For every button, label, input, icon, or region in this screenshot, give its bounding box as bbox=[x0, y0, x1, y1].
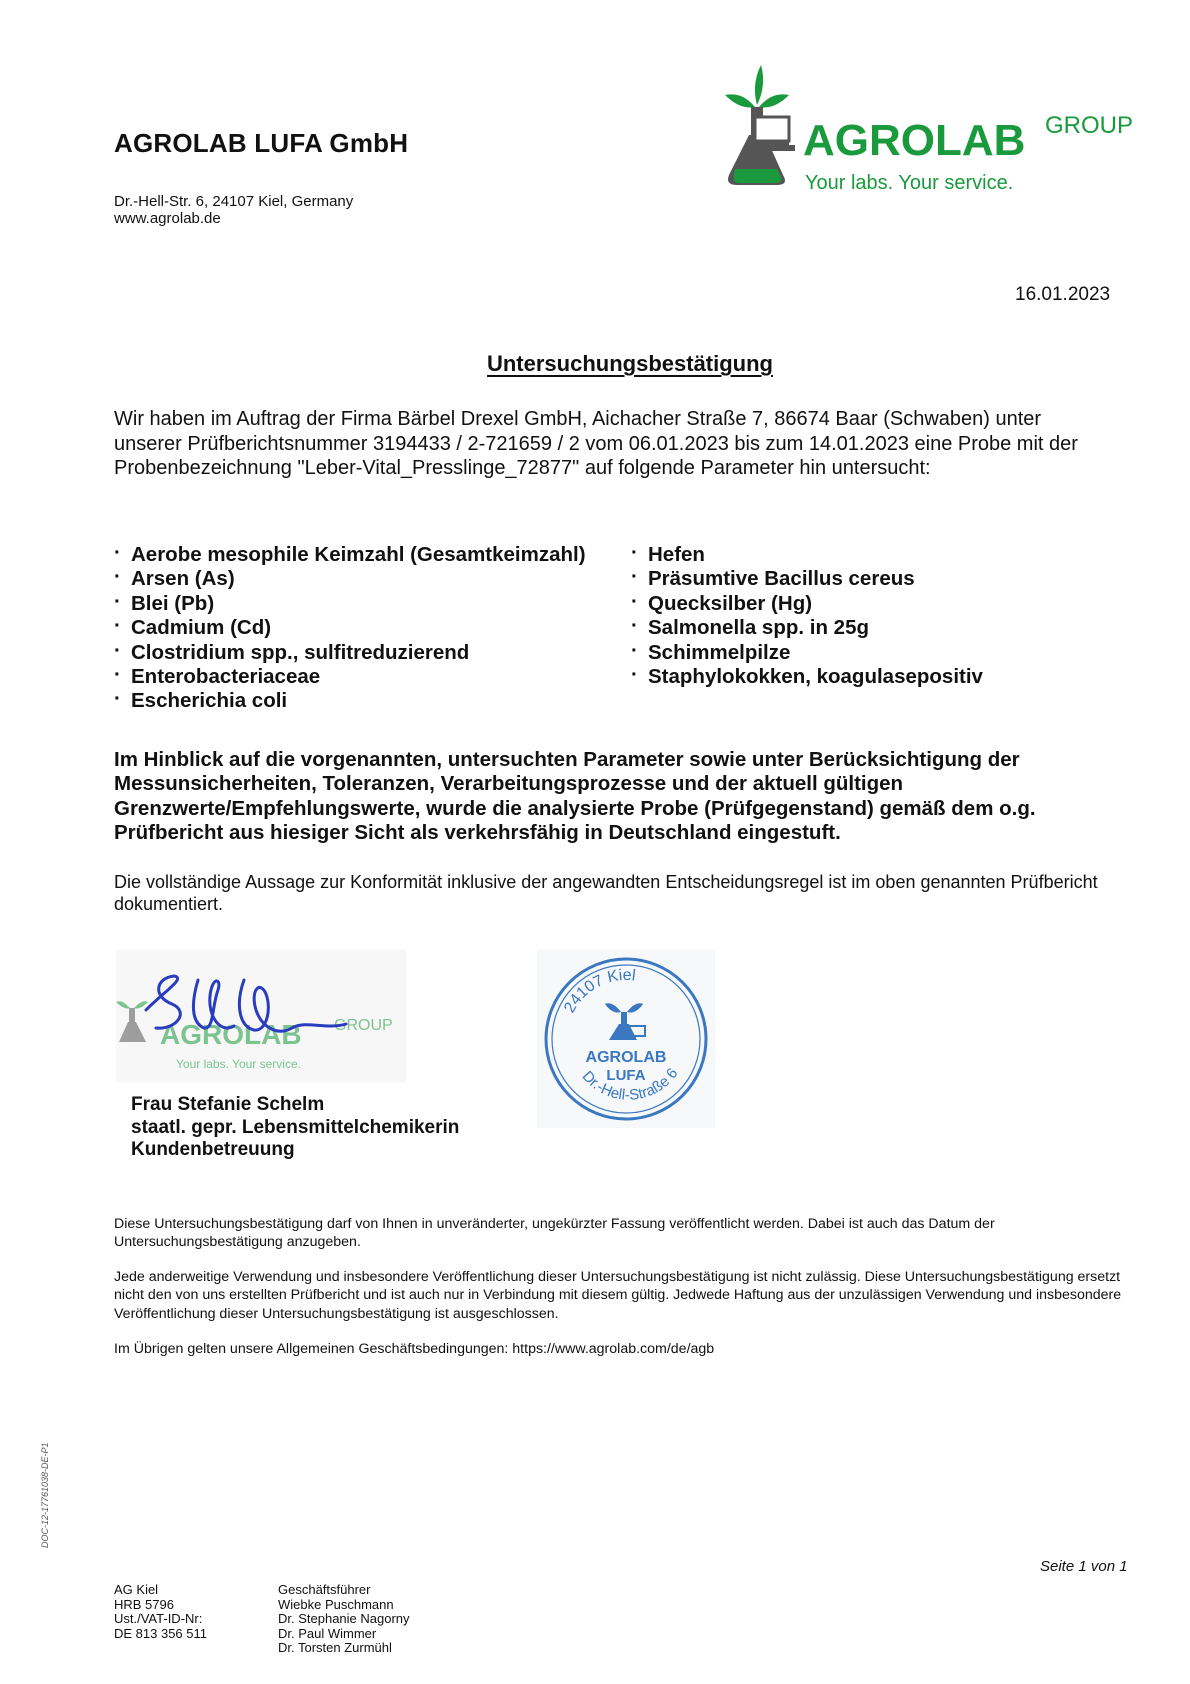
document-id: DOC-12-17761038-DE-P1 bbox=[40, 1442, 50, 1548]
list-item: · Quecksilber (Hg) bbox=[631, 592, 983, 616]
parameter-column-right bbox=[631, 543, 983, 689]
logo-group: GROUP bbox=[1045, 112, 1134, 139]
logo-flask-icon bbox=[725, 65, 795, 185]
company-website: www.agrolab.de bbox=[114, 210, 221, 227]
conformity-note: Die vollständige Aussage zur Konformität inklusive der angewandten Entscheidungsregel ist im oben genannten Prüfbericht dokumentiert. bbox=[114, 872, 1098, 914]
list-item: · Escherichia coli bbox=[114, 689, 586, 713]
logo-wordmark: AGROLAB bbox=[803, 116, 1026, 165]
footer-line: HRB 5796 bbox=[114, 1596, 174, 1612]
address-street: Dr.-Hell-Str. 6, 24107 Kiel, Germany bbox=[114, 193, 354, 210]
signer-name: Frau Stefanie Schelm bbox=[131, 1094, 325, 1115]
signature-logo-tagline: Your labs. Your service. bbox=[176, 1057, 301, 1071]
footer-line: Dr. Paul Wimmer bbox=[278, 1625, 377, 1641]
footer-line: AG Kiel bbox=[114, 1582, 159, 1597]
footer-line: DE 813 356 511 bbox=[114, 1625, 207, 1641]
stamp-flask-icon bbox=[605, 1003, 645, 1040]
list-item: · Clostridium spp., sulfitreduzierend bbox=[114, 641, 586, 665]
signature-logo-wordmark: AGROLAB bbox=[160, 1019, 302, 1050]
page-number: Seite 1 von 1 bbox=[1040, 1558, 1128, 1575]
legal-note-publication: Diese Untersuchungsbestätigung darf von Ihnen in unveränderter, ungekürzter Fassung veröffentlicht werden. Dabei ist auch das Datum der Untersuchungsbestätigung anzugeben. bbox=[114, 1216, 995, 1251]
logo-tagline: Your labs. Your service. bbox=[805, 172, 1014, 194]
list-item: · Aerobe mesophile Keimzahl (Gesamtkeimzahl) bbox=[114, 543, 586, 567]
signature-logo-group: GROUP bbox=[334, 1017, 393, 1034]
stamp-line1: AGROLAB bbox=[585, 1049, 667, 1066]
footer-management bbox=[278, 1583, 410, 1656]
stamp-bottom-text: Dr.-Hell-Straße 6 bbox=[578, 1065, 682, 1104]
signature-image bbox=[116, 950, 406, 1082]
list-item: · Blei (Pb) bbox=[114, 592, 586, 616]
footer-line: Ust./VAT-ID-Nr: bbox=[114, 1611, 203, 1626]
list-item: · Hefen bbox=[631, 543, 983, 567]
footer-line: Geschäftsführer bbox=[278, 1582, 371, 1597]
stamp-line2: LUFA bbox=[606, 1067, 646, 1084]
signer-department: Kundenbetreuung bbox=[131, 1139, 295, 1160]
list-item: · Arsen (As) bbox=[114, 567, 586, 591]
list-item: · Enterobacteriaceae bbox=[114, 665, 586, 689]
stamp-image bbox=[537, 950, 715, 1128]
list-item: · Staphylokokken, koagulasepositiv bbox=[631, 665, 983, 689]
list-item: · Salmonella spp. in 25g bbox=[631, 616, 983, 640]
stamp-top-text: 24107 Kiel bbox=[561, 966, 637, 1016]
svg-text:24107 Kiel bbox=[561, 967, 636, 1016]
list-item: · Schimmelpilze bbox=[631, 641, 983, 665]
list-item: · Cadmium (Cd) bbox=[114, 616, 586, 640]
footer-line: Dr. Stephanie Nagorny bbox=[278, 1611, 410, 1626]
list-item: · Präsumtive Bacillus cereus bbox=[631, 567, 983, 591]
document-title: Untersuchungsbestätigung bbox=[486, 351, 773, 376]
intro-paragraph: Wir haben im Auftrag der Firma Bärbel Drexel GmbH, Aichacher Straße 7, 86674 Baar (Schwaben) unter unserer Prüfberichtsnummer 3194433 / 2-721659 / 2 vom 06.01.2023 bis zum 14.01.2023 eine Probe mit der Probenbezeichnung "Leber-Vital_Presslinge_72877" auf folgende Parameter hin untersucht: bbox=[114, 408, 1078, 479]
footer-line: Wiebke Puschmann bbox=[278, 1596, 394, 1612]
company-address bbox=[114, 193, 353, 227]
parameter-column-left bbox=[114, 543, 586, 714]
footer-registry bbox=[114, 1583, 207, 1641]
legal-note-usage: Jede anderweitige Verwendung und insbesondere Veröffentlichung dieser Untersuchungsbestätigung ist nicht zulässig. Diese Untersuchungsbestätigung ersetzt nicht den von uns erstellten Prüfbericht und ist auch nur in Verbindung mit diesem gültig. Jedwede Haftung aus der unzulässigen Verwendung und insbesondere Veröffentlichung dieser Untersuchungsbestätigung ist ausgeschlossen. bbox=[114, 1269, 1122, 1322]
signer-role: staatl. gepr. Lebensmittelchemikerin bbox=[131, 1116, 460, 1138]
legal-note-terms: Im Übrigen gelten unsere Allgemeinen Geschäftsbedingungen: https://www.agrolab.com/de/agb bbox=[114, 1341, 715, 1357]
document-date: 16.01.2023 bbox=[1015, 284, 1111, 305]
agrolab-logo bbox=[725, 65, 1135, 205]
company-name: AGROLAB LUFA GmbH bbox=[114, 128, 409, 158]
verdict-paragraph: Im Hinblick auf die vorgenannten, untersuchten Parameter sowie unter Berücksichtigung der Messunsicherheiten, Toleranzen, Verarbeitungsprozesse und der aktuell gültigen Grenzwerte/Empfehlungswerte, wurde die analysierte Probe (Prüfgegenstand) gemäß dem o.g. Prüfbericht aus hiesiger Sicht als verkehrsfähig in Deutschland eingestuft. bbox=[114, 748, 1036, 845]
company-stamp bbox=[537, 950, 715, 1128]
footer-line: Dr. Torsten Zurmühl bbox=[278, 1640, 392, 1655]
signer-block bbox=[131, 1094, 459, 1162]
